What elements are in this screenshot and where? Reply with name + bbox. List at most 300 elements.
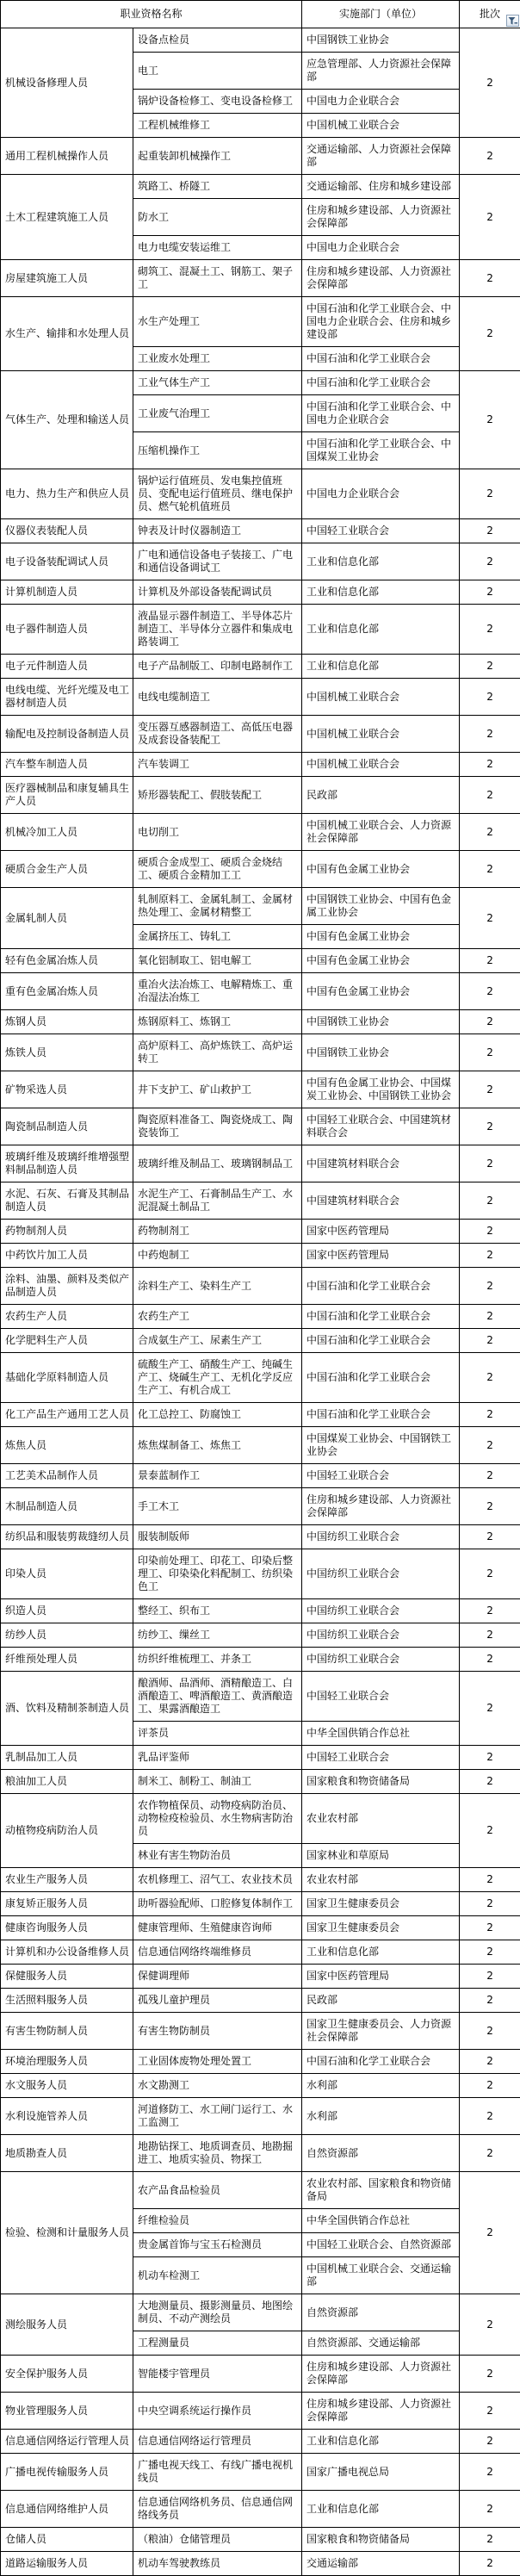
job-cell[interactable]: 河道修防工、水工闸门运行工、水工监测工 <box>133 2098 302 2135</box>
job-cell[interactable]: 纺纱工、缫丝工 <box>133 1623 302 1648</box>
dept-cell[interactable]: 住房和城乡建设部、人力资源社会保障部 <box>302 2393 460 2430</box>
job-cell[interactable]: 药物制剂工 <box>133 1220 302 1244</box>
job-cell[interactable]: （粮油）仓储管理员 <box>133 2528 302 2552</box>
dept-cell[interactable]: 中国建筑材料联合会 <box>302 1145 460 1182</box>
job-cell[interactable]: 化工总控工、防腐蚀工 <box>133 1403 302 1427</box>
dept-cell[interactable]: 住房和城乡建设部、人力资源社会保障部 <box>302 1488 460 1525</box>
job-cell[interactable]: 炼焦煤制备工、炼焦工 <box>133 1427 302 1464</box>
batch-cell[interactable]: 2 <box>460 2172 520 2294</box>
batch-cell[interactable]: 2 <box>460 2393 520 2430</box>
dept-cell[interactable]: 国家卫生健康委员会、人力资源社会保障部 <box>302 2013 460 2050</box>
job-cell[interactable]: 健康管理师、生殖健康咨询师 <box>133 1916 302 1940</box>
batch-cell[interactable]: 2 <box>460 1525 520 1549</box>
job-cell[interactable]: 工业废气治理工 <box>133 395 302 432</box>
job-cell[interactable]: 信息通信网络终端维修员 <box>133 1940 302 1965</box>
job-cell[interactable]: 合成氨生产工、尿素生产工 <box>133 1329 302 1353</box>
dept-cell[interactable]: 国家中医药管理局 <box>302 1965 460 1989</box>
category-cell[interactable]: 基础化学原料制造人员 <box>1 1353 133 1403</box>
dept-cell[interactable]: 工业和信息化部 <box>302 543 460 580</box>
category-cell[interactable]: 化学肥料生产人员 <box>1 1329 133 1353</box>
batch-cell[interactable]: 2 <box>460 2430 520 2454</box>
category-cell[interactable]: 通用工程机械操作人员 <box>1 138 133 175</box>
job-cell[interactable]: 手工木工 <box>133 1488 302 1525</box>
job-cell[interactable]: 信息通信网络运行管理员 <box>133 2430 302 2454</box>
batch-cell[interactable]: 2 <box>460 1892 520 1916</box>
batch-cell[interactable]: 2 <box>460 851 520 888</box>
category-cell[interactable]: 药物制剂人员 <box>1 1220 133 1244</box>
dept-cell[interactable]: 中国纺织工业联合会 <box>302 1525 460 1549</box>
batch-cell[interactable]: 2 <box>460 1108 520 1145</box>
batch-cell[interactable]: 2 <box>460 1268 520 1305</box>
job-cell[interactable]: 助听器验配师、口腔修复体制作工 <box>133 1892 302 1916</box>
category-cell[interactable]: 计算机制造人员 <box>1 580 133 605</box>
batch-cell[interactable]: 2 <box>460 2552 520 2576</box>
batch-cell[interactable]: 2 <box>460 2098 520 2135</box>
job-cell[interactable]: 保健调理师 <box>133 1965 302 1989</box>
dept-cell[interactable]: 中国机械工业联合会 <box>302 679 460 716</box>
job-cell[interactable]: 智能楼宇管理员 <box>133 2356 302 2393</box>
dept-cell[interactable]: 中国煤炭工业协会、中国钢铁工业协会 <box>302 1427 460 1464</box>
dept-cell[interactable]: 中国有色金属工业协会 <box>302 851 460 888</box>
dept-cell[interactable]: 中国轻工业联合会、自然资源部 <box>302 2233 460 2257</box>
category-cell[interactable]: 有害生物防制人员 <box>1 2013 133 2050</box>
table-row <box>1 2393 520 2430</box>
category-cell[interactable]: 仪器仪表装配人员 <box>1 519 133 543</box>
category-cell[interactable]: 纺织品和服装剪裁缝纫人员 <box>1 1525 133 1549</box>
dept-cell[interactable]: 国家林业和草原局 <box>302 1844 460 1868</box>
job-cell[interactable]: 机动车检测工 <box>133 2257 302 2294</box>
dept-cell[interactable]: 住房和城乡建设部、人力资源社会保障部 <box>302 260 460 297</box>
dept-cell[interactable]: 国家卫生健康委员会 <box>302 1892 460 1916</box>
batch-cell[interactable]: 2 <box>460 260 520 297</box>
job-cell[interactable]: 硫酸生产工、硝酸生产工、纯碱生产工、烧碱生产工、无机化学反应生产工、有机合成工 <box>133 1353 302 1403</box>
dept-cell[interactable]: 自然资源部 <box>302 2135 460 2172</box>
dept-cell[interactable]: 中国轻工业联合会 <box>302 1672 460 1722</box>
dept-cell[interactable]: 工业和信息化部 <box>302 605 460 655</box>
table-row <box>1 138 520 175</box>
dept-cell[interactable]: 工业和信息化部 <box>302 2491 460 2528</box>
batch-cell[interactable]: 2 <box>460 2050 520 2074</box>
dept-cell[interactable]: 交通运输部、人力资源社会保障部 <box>302 138 460 175</box>
dept-cell[interactable]: 中国机械工业联合会、人力资源社会保障部 <box>302 814 460 851</box>
category-cell[interactable]: 印染人员 <box>1 1549 133 1599</box>
dept-cell[interactable]: 中国建筑材料联合会 <box>302 1182 460 1220</box>
batch-cell[interactable]: 2 <box>460 1672 520 1746</box>
dept-cell[interactable]: 中国有色金属工业协会 <box>302 973 460 1010</box>
job-cell[interactable]: 轧制原料工、金属轧制工、金属材热处理工、金属材精整工 <box>133 888 302 925</box>
batch-cell[interactable]: 2 <box>460 1010 520 1034</box>
job-cell[interactable]: 变压器互感器制造工、高低压电器及成套设备装配工 <box>133 716 302 753</box>
dept-cell[interactable]: 中国轻工业联合会、中国建筑材料联合会 <box>302 1108 460 1145</box>
dept-cell[interactable]: 中国钢铁工业协会 <box>302 1034 460 1071</box>
job-cell[interactable]: 工程机械维修工 <box>133 114 302 138</box>
dept-cell[interactable]: 交通运输部、住房和城乡建设部 <box>302 175 460 199</box>
batch-cell[interactable]: 2 <box>460 1770 520 1794</box>
category-cell[interactable]: 电线电缆、光纤光缆及电工器材制造人员 <box>1 679 133 716</box>
job-cell[interactable]: 中药炮制工 <box>133 1244 302 1268</box>
category-cell[interactable]: 中药饮片加工人员 <box>1 1244 133 1268</box>
category-cell[interactable]: 土木工程建筑施工人员 <box>1 175 133 260</box>
batch-cell[interactable]: 2 <box>460 175 520 260</box>
batch-cell[interactable]: 2 <box>460 1794 520 1868</box>
job-cell[interactable]: 氧化铝制取工、铝电解工 <box>133 949 302 973</box>
category-cell[interactable]: 机械冷加工人员 <box>1 814 133 851</box>
dept-cell[interactable]: 中国机械工业联合会、交通运输部 <box>302 2257 460 2294</box>
job-cell[interactable]: 炼钢原料工、炼钢工 <box>133 1010 302 1034</box>
batch-cell[interactable]: 2 <box>460 1353 520 1403</box>
batch-cell[interactable]: 2 <box>460 1403 520 1427</box>
job-cell[interactable]: 水生产处理工 <box>133 297 302 347</box>
category-cell[interactable]: 纺纱人员 <box>1 1623 133 1648</box>
category-cell[interactable]: 水泥、石灰、石膏及其制品制造人员 <box>1 1182 133 1220</box>
job-cell[interactable]: 起重装卸机械操作工 <box>133 138 302 175</box>
category-cell[interactable]: 输配电及控制设备制造人员 <box>1 716 133 753</box>
category-cell[interactable]: 机械设备修理人员 <box>1 28 133 138</box>
job-cell[interactable]: 工程测量员 <box>133 2331 302 2356</box>
dept-cell[interactable]: 中国钢铁工业协会 <box>302 28 460 53</box>
job-cell[interactable]: 工业气体生产工 <box>133 371 302 395</box>
job-cell[interactable]: 地勘钻探工、地质调查员、地勘掘进工、地质实验员、物探工 <box>133 2135 302 2172</box>
batch-cell[interactable]: 2 <box>460 1464 520 1488</box>
header-batch[interactable] <box>460 1 520 28</box>
batch-cell[interactable]: 2 <box>460 580 520 605</box>
dept-cell[interactable]: 中国石油和化学工业联合会 <box>302 1305 460 1329</box>
batch-cell[interactable]: 2 <box>460 1329 520 1353</box>
dept-cell[interactable]: 中国有色金属工业协会 <box>302 949 460 973</box>
category-cell[interactable]: 信息通信网络运行管理人员 <box>1 2430 133 2454</box>
batch-cell[interactable]: 2 <box>460 814 520 851</box>
category-cell[interactable]: 保健服务人员 <box>1 1965 133 1989</box>
dept-cell[interactable]: 国家广播电视总局 <box>302 2454 460 2491</box>
dept-cell[interactable]: 国家中医药管理局 <box>302 1244 460 1268</box>
dept-cell[interactable]: 中国石油和化学工业联合会、中国煤炭工业协会 <box>302 432 460 469</box>
job-cell[interactable]: 高炉原料工、高炉炼铁工、高炉运转工 <box>133 1034 302 1071</box>
category-cell[interactable]: 粮油加工人员 <box>1 1770 133 1794</box>
batch-cell[interactable]: 2 <box>460 1916 520 1940</box>
batch-cell[interactable]: 2 <box>460 2454 520 2491</box>
job-cell[interactable]: 玻璃纤维及制品工、玻璃钢制品工 <box>133 1145 302 1182</box>
category-cell[interactable]: 测绘服务人员 <box>1 2294 133 2356</box>
dept-cell[interactable]: 农业农村部 <box>302 1868 460 1892</box>
batch-cell[interactable]: 2 <box>460 1071 520 1108</box>
batch-cell[interactable]: 2 <box>460 1868 520 1892</box>
dept-cell[interactable]: 中国轻工业联合会 <box>302 1464 460 1488</box>
dept-cell[interactable]: 自然资源部 <box>302 2294 460 2331</box>
dept-cell[interactable]: 中国石油和化学工业联合会 <box>302 2050 460 2074</box>
dept-cell[interactable]: 工业和信息化部 <box>302 2430 460 2454</box>
job-cell[interactable]: 景泰蓝制作工 <box>133 1464 302 1488</box>
dept-cell[interactable]: 中国电力企业联合会 <box>302 236 460 260</box>
category-cell[interactable]: 工艺美术品制作人员 <box>1 1464 133 1488</box>
batch-cell[interactable]: 2 <box>460 605 520 655</box>
batch-cell[interactable]: 2 <box>460 1220 520 1244</box>
job-cell[interactable]: 筑路工、桥隧工 <box>133 175 302 199</box>
category-cell[interactable]: 农业生产服务人员 <box>1 1868 133 1892</box>
dept-cell[interactable]: 中国纺织工业联合会 <box>302 1623 460 1648</box>
batch-cell[interactable]: 2 <box>460 2013 520 2050</box>
batch-cell[interactable]: 2 <box>460 1427 520 1464</box>
job-cell[interactable]: 工业废水处理工 <box>133 347 302 371</box>
batch-cell[interactable]: 2 <box>460 716 520 753</box>
category-cell[interactable]: 动植物疫病防治人员 <box>1 1794 133 1868</box>
job-cell[interactable]: 整经工、织布工 <box>133 1599 302 1623</box>
category-cell[interactable]: 陶瓷制品制造人员 <box>1 1108 133 1145</box>
category-cell[interactable]: 电子器件制造人员 <box>1 605 133 655</box>
job-cell[interactable]: 钟表及计时仪器制造工 <box>133 519 302 543</box>
category-cell[interactable]: 炼焦人员 <box>1 1427 133 1464</box>
category-cell[interactable]: 木制品制造人员 <box>1 1488 133 1525</box>
dept-cell[interactable]: 工业和信息化部 <box>302 1940 460 1965</box>
category-cell[interactable]: 酒、饮料及精制茶制造人员 <box>1 1672 133 1746</box>
dept-cell[interactable]: 工业和信息化部 <box>302 580 460 605</box>
category-cell[interactable]: 化工产品生产通用工艺人员 <box>1 1403 133 1427</box>
category-cell[interactable]: 仓储人员 <box>1 2528 133 2552</box>
dept-cell[interactable]: 民政部 <box>302 777 460 814</box>
job-cell[interactable]: 农药生产工 <box>133 1305 302 1329</box>
job-cell[interactable]: 中央空调系统运行操作员 <box>133 2393 302 2430</box>
category-cell[interactable]: 电子元件制造人员 <box>1 655 133 679</box>
job-cell[interactable]: 纤维检验员 <box>133 2209 302 2233</box>
job-cell[interactable]: 计算机及外部设备装配调试员 <box>133 580 302 605</box>
job-cell[interactable]: 井下支护工、矿山救护工 <box>133 1071 302 1108</box>
dept-cell[interactable]: 中国电力企业联合会 <box>302 90 460 114</box>
job-cell[interactable]: 汽车装调工 <box>133 753 302 777</box>
job-cell[interactable]: 陶瓷原料准备工、陶瓷烧成工、陶瓷装饰工 <box>133 1108 302 1145</box>
dept-cell[interactable]: 自然资源部、交通运输部 <box>302 2331 460 2356</box>
dept-cell[interactable]: 中国轻工业联合会 <box>302 519 460 543</box>
dept-cell[interactable]: 国家中医药管理局 <box>302 1220 460 1244</box>
job-cell[interactable]: 电切削工 <box>133 814 302 851</box>
category-cell[interactable]: 炼钢人员 <box>1 1010 133 1034</box>
dept-cell[interactable]: 中国机械工业联合会 <box>302 114 460 138</box>
category-cell[interactable]: 电力、热力生产和供应人员 <box>1 469 133 519</box>
category-cell[interactable]: 汽车整车制造人员 <box>1 753 133 777</box>
job-cell[interactable]: 砌筑工、混凝土工、钢筋工、架子工 <box>133 260 302 297</box>
job-cell[interactable]: 锅炉运行值班员、发电集控值班员、变配电运行值班员、继电保护员、燃气轮机值班员 <box>133 469 302 519</box>
dept-cell[interactable]: 中国机械工业联合会 <box>302 753 460 777</box>
batch-cell[interactable]: 2 <box>460 973 520 1010</box>
job-cell[interactable]: 水文勘测工 <box>133 2074 302 2098</box>
category-cell[interactable]: 玻璃纤维及玻璃纤维增强塑料制品制造人员 <box>1 1145 133 1182</box>
dept-cell[interactable]: 中国纺织工业联合会 <box>302 1599 460 1623</box>
category-cell[interactable]: 地质勘查人员 <box>1 2135 133 2172</box>
dept-cell[interactable]: 农业农村部 <box>302 1794 460 1844</box>
batch-cell[interactable]: 2 <box>460 2074 520 2098</box>
category-cell[interactable]: 康复矫正服务人员 <box>1 1892 133 1916</box>
category-cell[interactable]: 炼铁人员 <box>1 1034 133 1071</box>
batch-cell[interactable]: 2 <box>460 28 520 138</box>
category-cell[interactable]: 医疗器械制品和康复辅具生产人员 <box>1 777 133 814</box>
dept-cell[interactable]: 国家粮食和物资储备局 <box>302 1770 460 1794</box>
job-cell[interactable]: 设备点检员 <box>133 28 302 53</box>
job-cell[interactable]: 电力电缆安装运维工 <box>133 236 302 260</box>
autofilter-funnel-icon[interactable] <box>506 15 519 27</box>
job-cell[interactable]: 信息通信网络机务员、信息通信网络线务员 <box>133 2491 302 2528</box>
job-cell[interactable]: 广播电视天线工、有线广播电视机线员 <box>133 2454 302 2491</box>
job-cell[interactable]: 锅炉设备检修工、变电设备检修工 <box>133 90 302 114</box>
dept-cell[interactable]: 中国石油和化学工业联合会 <box>302 1329 460 1353</box>
category-cell[interactable]: 健康咨询服务人员 <box>1 1916 133 1940</box>
batch-cell[interactable]: 2 <box>460 297 520 371</box>
category-cell[interactable]: 重有色金属冶炼人员 <box>1 973 133 1010</box>
batch-cell[interactable]: 2 <box>460 753 520 777</box>
batch-cell[interactable]: 2 <box>460 1305 520 1329</box>
dept-cell[interactable]: 住房和城乡建设部、人力资源社会保障部 <box>302 2356 460 2393</box>
dept-cell[interactable]: 国家卫生健康委员会 <box>302 1916 460 1940</box>
dept-cell[interactable]: 中国石油和化学工业联合会、中国电力企业联合会 <box>302 395 460 432</box>
category-cell[interactable]: 农药生产人员 <box>1 1305 133 1329</box>
job-cell[interactable]: 水泥生产工、石膏制品生产工、水泥混凝土制品工 <box>133 1182 302 1220</box>
job-cell[interactable]: 机动车驾驶教练员 <box>133 2552 302 2576</box>
batch-cell[interactable]: 2 <box>460 1746 520 1770</box>
batch-cell[interactable]: 2 <box>460 679 520 716</box>
dept-cell[interactable]: 中华全国供销合作总社 <box>302 1722 460 1746</box>
category-cell[interactable]: 纤维预处理人员 <box>1 1648 133 1672</box>
job-cell[interactable]: 涂料生产工、染料生产工 <box>133 1268 302 1305</box>
category-cell[interactable]: 轻有色金属冶炼人员 <box>1 949 133 973</box>
batch-cell[interactable]: 2 <box>460 655 520 679</box>
batch-cell[interactable]: 2 <box>460 1989 520 2013</box>
dept-cell[interactable]: 中国石油和化学工业联合会 <box>302 1268 460 1305</box>
batch-cell[interactable]: 2 <box>460 888 520 949</box>
dept-cell[interactable]: 中国石油和化学工业联合会 <box>302 1353 460 1403</box>
dept-cell[interactable]: 中国纺织工业联合会 <box>302 1648 460 1672</box>
job-cell[interactable]: 大地测量员、摄影测量员、地图绘制员、不动产测绘员 <box>133 2294 302 2331</box>
dept-cell[interactable]: 中国钢铁工业协会 <box>302 1010 460 1034</box>
job-cell[interactable]: 纺织纤维梳理工、并条工 <box>133 1648 302 1672</box>
category-cell[interactable]: 硬质合金生产人员 <box>1 851 133 888</box>
job-cell[interactable]: 服装制版师 <box>133 1525 302 1549</box>
batch-cell[interactable]: 2 <box>460 949 520 973</box>
category-cell[interactable]: 道路运输服务人员 <box>1 2552 133 2576</box>
job-cell[interactable]: 制米工、制粉工、制油工 <box>133 1770 302 1794</box>
batch-cell[interactable]: 2 <box>460 1549 520 1599</box>
batch-cell[interactable]: 2 <box>460 519 520 543</box>
dept-cell[interactable]: 中国有色金属工业协会、中国煤炭工业协会、中国钢铁工业协会 <box>302 1071 460 1108</box>
batch-cell[interactable]: 2 <box>460 2135 520 2172</box>
job-cell[interactable]: 印染前处理工、印花工、印染后整理工、印染染化料配制工、纺织染色工 <box>133 1549 302 1599</box>
batch-cell[interactable]: 2 <box>460 2528 520 2552</box>
dept-cell[interactable]: 中国电力企业联合会 <box>302 469 460 519</box>
job-cell[interactable]: 农作物植保员、动物疫病防治员、动物检疫检验员、水生物病害防治员 <box>133 1794 302 1844</box>
job-cell[interactable]: 评茶员 <box>133 1722 302 1746</box>
category-cell[interactable]: 织造人员 <box>1 1599 133 1623</box>
dept-cell[interactable]: 国家粮食和物资储备局 <box>302 2528 460 2552</box>
category-cell[interactable]: 安全保护服务人员 <box>1 2356 133 2393</box>
dept-cell[interactable]: 水利部 <box>302 2098 460 2135</box>
category-cell[interactable]: 矿物采选人员 <box>1 1071 133 1108</box>
batch-cell[interactable]: 2 <box>460 2491 520 2528</box>
dept-cell[interactable]: 中国石油和化学工业联合会、中国电力企业联合会、住房和城乡建设部 <box>302 297 460 347</box>
job-cell[interactable]: 孤残儿童护理员 <box>133 1989 302 2013</box>
header-qualification-name[interactable]: 职业资格名称 <box>1 1 302 28</box>
category-cell[interactable]: 涂料、油墨、颜料及类似产品制造人员 <box>1 1268 133 1305</box>
batch-cell[interactable]: 2 <box>460 469 520 519</box>
job-cell[interactable]: 贵金属首饰与宝玉石检测员 <box>133 2233 302 2257</box>
batch-cell[interactable]: 2 <box>460 1244 520 1268</box>
dept-cell[interactable]: 中国轻工业联合会 <box>302 1746 460 1770</box>
job-cell[interactable]: 电工 <box>133 53 302 90</box>
job-cell[interactable]: 液晶显示器件制造工、半导体芯片制造工、半导体分立器件和集成电路装调工 <box>133 605 302 655</box>
dept-cell[interactable]: 中华全国供销合作总社 <box>302 2209 460 2233</box>
batch-cell[interactable]: 2 <box>460 138 520 175</box>
dept-cell[interactable]: 中国有色金属工业协会 <box>302 925 460 949</box>
job-cell[interactable]: 压缩机操作工 <box>133 432 302 469</box>
batch-cell[interactable]: 2 <box>460 1623 520 1648</box>
job-cell[interactable]: 电子产品制版工、印制电路制作工 <box>133 655 302 679</box>
dept-cell[interactable]: 中国纺织工业联合会 <box>302 1549 460 1599</box>
category-cell[interactable]: 检验、检测和计量服务人员 <box>1 2172 133 2294</box>
job-cell[interactable]: 硬质合金成型工、硬质合金烧结工、硬质合金精加工工 <box>133 851 302 888</box>
category-cell[interactable]: 乳制品加工人员 <box>1 1746 133 1770</box>
batch-cell[interactable]: 2 <box>460 543 520 580</box>
job-cell[interactable]: 乳品评鉴师 <box>133 1746 302 1770</box>
dept-cell[interactable]: 民政部 <box>302 1989 460 2013</box>
dept-cell[interactable]: 应急管理部、人力资源社会保障部 <box>302 53 460 90</box>
header-department[interactable]: 实施部门（单位） <box>302 1 460 28</box>
dept-cell[interactable]: 中国石油和化学工业联合会 <box>302 1403 460 1427</box>
job-cell[interactable]: 电线电缆制造工 <box>133 679 302 716</box>
dept-cell[interactable]: 交通运输部 <box>302 2552 460 2576</box>
dept-cell[interactable]: 住房和城乡建设部、人力资源社会保障部 <box>302 199 460 236</box>
job-cell[interactable]: 农产品食品检验员 <box>133 2172 302 2209</box>
category-cell[interactable]: 水生产、输排和水处理人员 <box>1 297 133 371</box>
dept-cell[interactable]: 中国钢铁工业协会、中国有色金属工业协会 <box>302 888 460 925</box>
batch-cell[interactable]: 2 <box>460 1034 520 1071</box>
category-cell[interactable]: 计算机和办公设备维修人员 <box>1 1940 133 1965</box>
category-cell[interactable]: 广播电视传输服务人员 <box>1 2454 133 2491</box>
category-cell[interactable]: 金属轧制人员 <box>1 888 133 949</box>
job-cell[interactable]: 重冶火法冶炼工、电解精炼工、重冶湿法冶炼工 <box>133 973 302 1010</box>
category-cell[interactable]: 信息通信网络维护人员 <box>1 2491 133 2528</box>
job-cell[interactable]: 工业固体废物处理处置工 <box>133 2050 302 2074</box>
dept-cell[interactable]: 中国石油和化学工业联合会 <box>302 347 460 371</box>
category-cell[interactable]: 房屋建筑施工人员 <box>1 260 133 297</box>
job-cell[interactable]: 广电和通信设备电子装接工、广电和通信设备调试工 <box>133 543 302 580</box>
batch-cell[interactable]: 2 <box>460 371 520 469</box>
job-cell[interactable]: 林业有害生物防治员 <box>133 1844 302 1868</box>
batch-cell[interactable]: 2 <box>460 1145 520 1182</box>
category-cell[interactable]: 物业管理服务人员 <box>1 2393 133 2430</box>
dept-cell[interactable]: 中国机械工业联合会 <box>302 716 460 753</box>
job-cell[interactable]: 酿酒师、品酒师、酒精酿造工、白酒酿造工、啤酒酿造工、黄酒酿造工、果露酒酿造工 <box>133 1672 302 1722</box>
dept-cell[interactable]: 工业和信息化部 <box>302 655 460 679</box>
batch-cell[interactable]: 2 <box>460 1940 520 1965</box>
category-cell[interactable]: 水利设施管养人员 <box>1 2098 133 2135</box>
batch-cell[interactable]: 2 <box>460 1965 520 1989</box>
category-cell[interactable]: 气体生产、处理和输送人员 <box>1 371 133 469</box>
dept-cell[interactable]: 水利部 <box>302 2074 460 2098</box>
batch-cell[interactable]: 2 <box>460 1599 520 1623</box>
job-cell[interactable]: 矫形器装配工、假肢装配工 <box>133 777 302 814</box>
batch-cell[interactable]: 2 <box>460 777 520 814</box>
batch-cell[interactable]: 2 <box>460 1648 520 1672</box>
batch-cell[interactable]: 2 <box>460 1182 520 1220</box>
job-cell[interactable]: 金属挤压工、铸轧工 <box>133 925 302 949</box>
category-cell[interactable]: 环境治理服务人员 <box>1 2050 133 2074</box>
job-cell[interactable]: 防水工 <box>133 199 302 236</box>
job-cell[interactable]: 农机修理工、沼气工、农业技术员 <box>133 1868 302 1892</box>
category-cell[interactable]: 电子设备装配调试人员 <box>1 543 133 580</box>
category-cell[interactable]: 水文服务人员 <box>1 2074 133 2098</box>
job-cell[interactable]: 有害生物防制员 <box>133 2013 302 2050</box>
category-cell[interactable]: 生活照料服务人员 <box>1 1989 133 2013</box>
batch-cell[interactable]: 2 <box>460 1488 520 1525</box>
dept-cell[interactable]: 农业农村部、国家粮食和物资储备局 <box>302 2172 460 2209</box>
dept-cell[interactable]: 中国石油和化学工业联合会 <box>302 371 460 395</box>
batch-cell[interactable]: 2 <box>460 2356 520 2393</box>
batch-cell[interactable]: 2 <box>460 2294 520 2356</box>
